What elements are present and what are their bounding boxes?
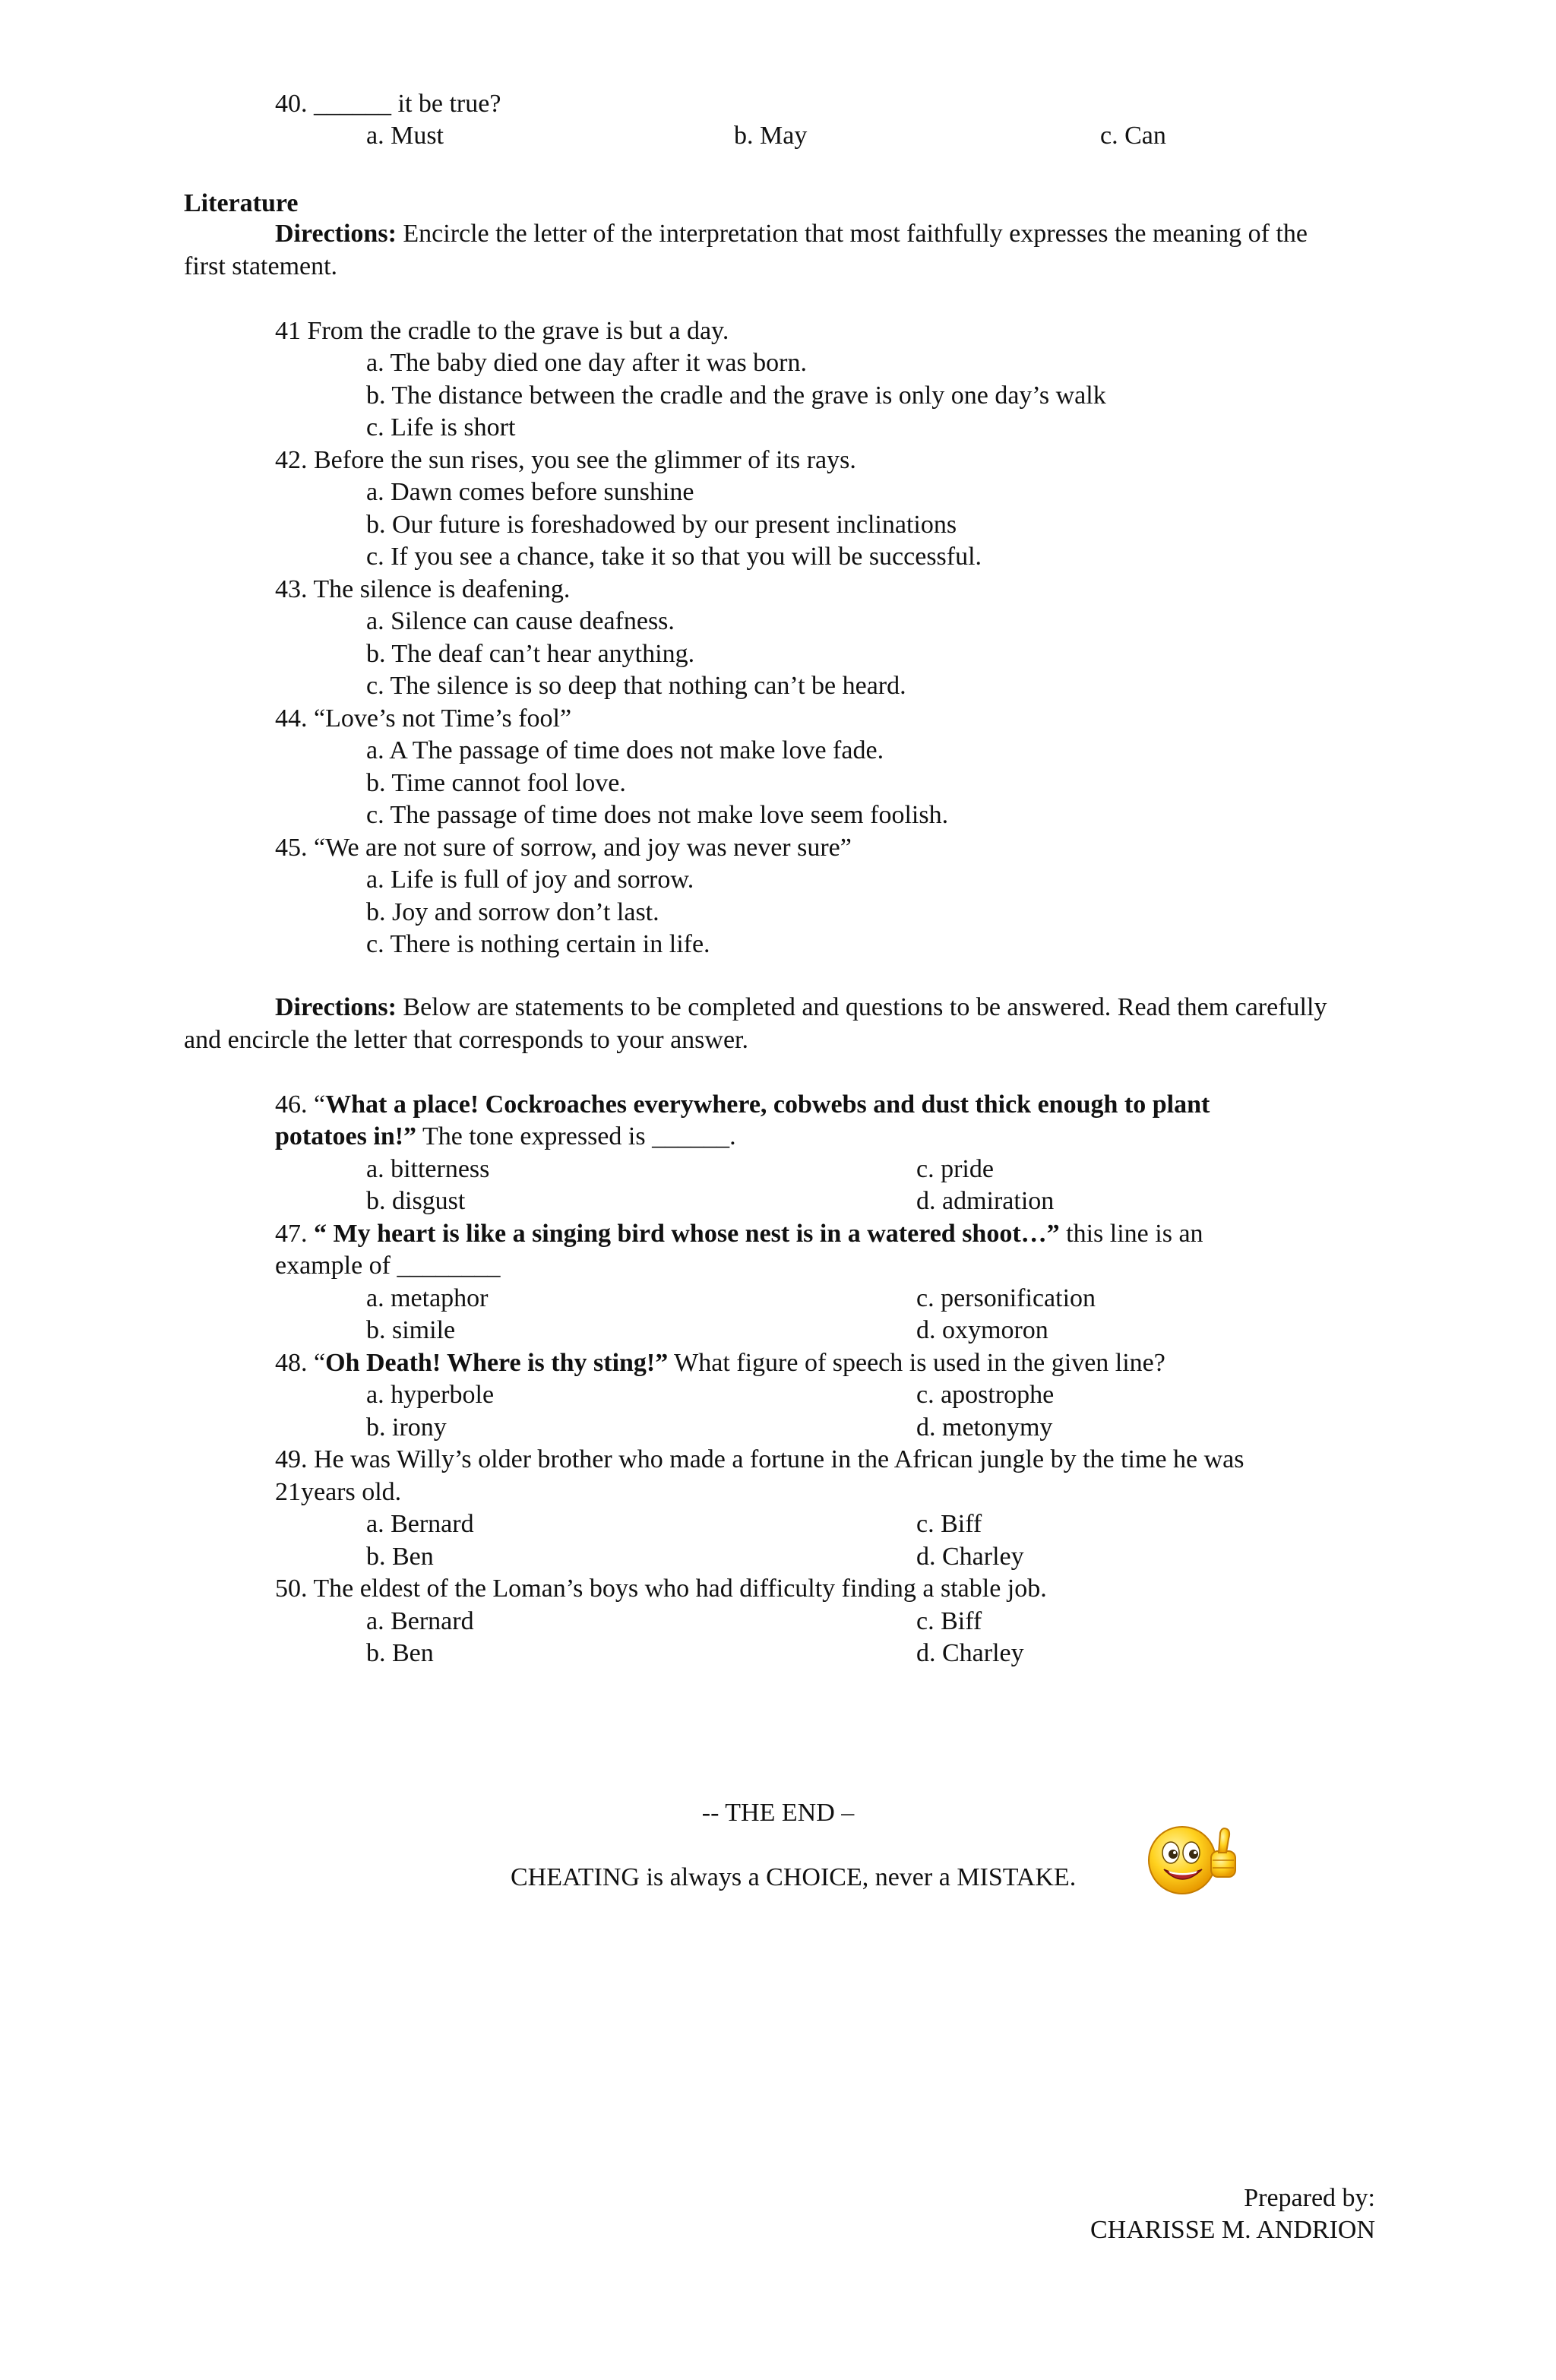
directions-text: Below are statements to be completed and questions to be answered. Read them carefully and encircle the letter that corresponds to your answer. [184,993,1327,1054]
quoted-line: potatoes in!” [275,1122,417,1150]
question-43: 43. The silence is deafening. [275,575,571,603]
section-heading-literature: Literature [184,189,299,217]
choice-b: b. May [734,122,808,150]
choice-b: b. Time cannot fool love. [366,769,626,797]
choice-c: c. apostrophe [916,1381,1055,1409]
directions-label: Directions: [275,993,397,1021]
question-47-cont: example of ________ [275,1252,501,1280]
choice-b: b. Our future is foreshadowed by our present inclinations [366,511,957,539]
question-42: 42. Before the sun rises, you see the glimmer of its rays. [275,446,856,474]
quoted-line: “ My heart is like a singing bird whose nest is in a watered shoot…” [314,1220,1060,1248]
choice-c: c. There is nothing certain in life. [366,930,710,958]
choice-a: a. Bernard [366,1510,474,1538]
choice-b: b. irony [366,1413,447,1442]
directions-text: Encircle the letter of the interpretation that most faithfully expresses the meaning of the first statement. [184,220,1308,280]
choice-c: c. Can [1100,122,1166,150]
question-49: 49. He was Willy’s older brother who made a fortune in the African jungle by the time he was [275,1445,1244,1473]
choice-b: b. simile [366,1316,456,1344]
choice-b: b. Joy and sorrow don’t last. [366,898,659,926]
directions-label: Directions: [275,220,397,248]
question-stem: 40. ______ it be true? [275,90,501,118]
choice-a: a. A The passage of time does not make love fade. [366,736,884,764]
question-47 [275,1218,1556,1251]
quoted-line: What a place! Cockroaches everywhere, cobwebs and dust thick enough to plant [325,1090,1210,1119]
choice-a: a. Bernard [366,1607,474,1635]
choice-d: d. Charley [916,1639,1024,1667]
choice-b: b. Ben [366,1543,434,1571]
choice-c: c. Biff [916,1607,982,1635]
question-41: 41 From the cradle to the grave is but a day. [275,317,729,345]
question-45: 45. “We are not sure of sorrow, and joy was never sure” [275,834,852,862]
choice-b: b. disgust [366,1187,466,1215]
choice-b: b. The distance between the cradle and the grave is only one day’s walk [366,381,1106,410]
choice-c: c. The passage of time does not make love seem foolish. [366,801,949,829]
choice-a: a. Life is full of joy and sorrow. [366,866,694,894]
choice-a: a. bitterness [366,1155,490,1183]
choice-c: c. If you see a chance, take it so that you will be successful. [366,543,982,571]
choice-b: b. The deaf can’t hear anything. [366,640,695,668]
part2-directions [184,992,1355,1056]
the-end: -- THE END – [701,1799,855,1827]
closing-motto: CHEATING is always a CHOICE, never a MISTAKE. [511,1863,1077,1891]
choice-c: c. personification [916,1284,1096,1312]
question-stem: this line is an [1059,1220,1203,1248]
choice-a: a. metaphor [366,1284,489,1312]
choice-a: a. Silence can cause deafness. [366,607,675,635]
choice-c: c. pride [916,1155,994,1183]
question-stem: The tone expressed is ______. [416,1122,736,1150]
question-46-cont [275,1121,1556,1154]
question-50: 50. The eldest of the Loman’s boys who had difficulty finding a stable job. [275,1575,1047,1603]
question-number: 48. “ [275,1349,326,1377]
choice-d: d. Charley [916,1543,1024,1571]
smiley-thumbs-up-icon [1146,1822,1244,1898]
prepared-by-label: Prepared by: [1244,2184,1375,2212]
choice-c: c. The silence is so deep that nothing can’t be heard. [366,672,906,700]
choice-c: c. Biff [916,1510,982,1538]
choice-a: a. Dawn comes before sunshine [366,478,694,506]
choice-d: d. oxymoron [916,1316,1048,1344]
choice-c: c. Life is short [366,413,516,442]
question-46 [275,1089,1556,1122]
question-number: 47. [275,1220,314,1248]
choice-a: a. The baby died one day after it was born. [366,349,808,377]
question-44: 44. “Love’s not Time’s fool” [275,704,572,733]
choice-a: a. hyperbole [366,1381,495,1409]
choice-d: d. admiration [916,1187,1055,1215]
choice-d: d. metonymy [916,1413,1053,1442]
question-number: 46. “ [275,1090,326,1119]
literature-directions [184,218,1355,283]
question-40 [275,88,1556,121]
quoted-line: Oh Death! Where is thy sting!” [325,1349,669,1377]
question-stem: What figure of speech is used in the given line? [668,1349,1165,1377]
choice-a: a. Must [366,122,444,150]
choice-b: b. Ben [366,1639,434,1667]
question-48 [275,1347,1556,1380]
author-name: CHARISSE M. ANDRION [1090,2216,1375,2244]
question-49-cont: 21years old. [275,1478,402,1506]
